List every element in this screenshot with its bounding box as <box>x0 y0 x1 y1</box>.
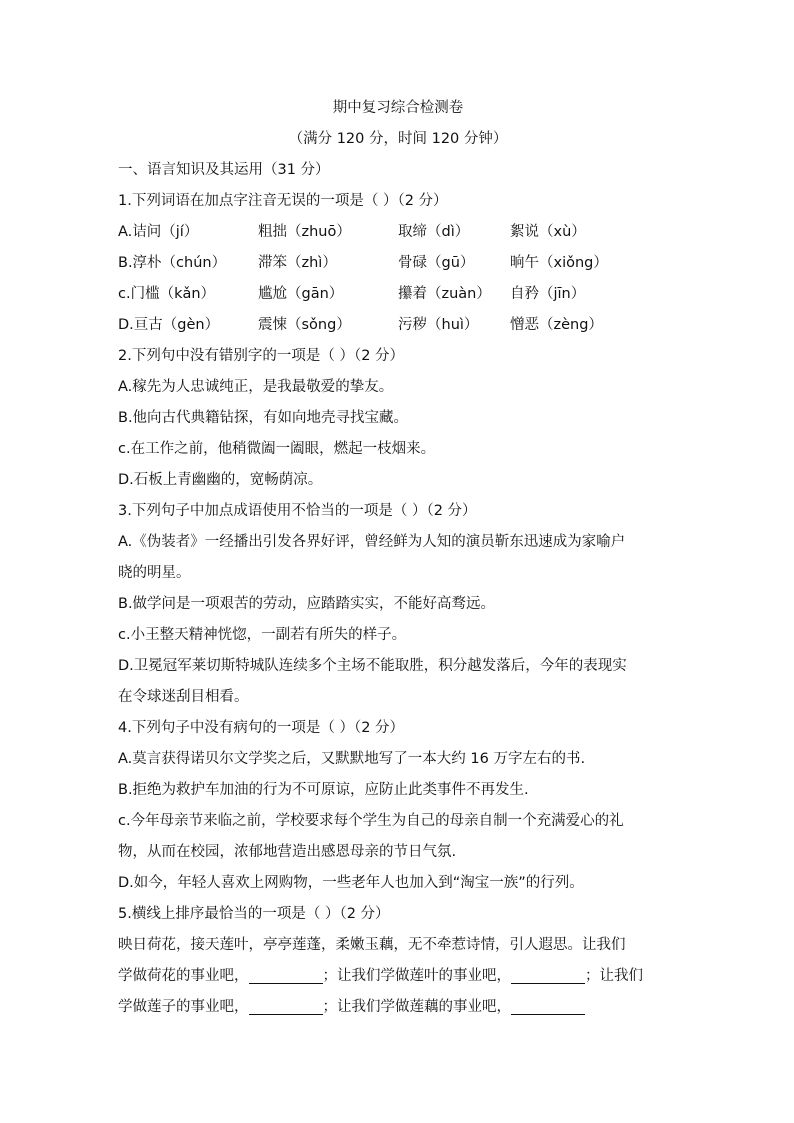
question-3-option-d: D.卫冕冠军莱切斯特城队连续多个主场不能取胜，积分越发落后，今年的表现实 <box>118 658 627 674</box>
question-1-row-c <box>118 279 678 310</box>
passage-text: 学做莲子的事业吧， <box>118 999 249 1015</box>
option-text: 攥着（zuàn） <box>398 286 491 302</box>
question-4-option-c-cont: 物，从而在校园，浓郁地营造出感恩母亲的节日气氛. <box>118 844 457 860</box>
question-2-option-b: B.他向古代典籍钻探，有如向地壳寻找宝藏。 <box>118 410 409 426</box>
exam-title: 期中复习综合检测卷 <box>332 100 464 116</box>
option-text: 憎恶（zèng） <box>510 317 603 333</box>
exam-subtitle: （满分 120 分，时间 120 分钟） <box>288 131 508 147</box>
question-3-option-a: A.《伪装者》一经播出引发各界好评，曾经鲜为人知的演员靳东迅速成为家喻户 <box>118 534 626 550</box>
question-1-row-a <box>118 217 678 248</box>
option-text: A.诘问（jí） <box>118 224 199 240</box>
option-text: 骨碌（gū） <box>398 255 475 271</box>
question-4-stem: 4.下列句子中没有病句的一项是（ ）（2 分） <box>118 720 405 736</box>
question-3-stem: 3.下列句子中加点成语使用不恰当的一项是（ ）（2 分） <box>118 503 477 519</box>
option-text: 污秽（huì） <box>398 317 479 333</box>
passage-text: ；让我们学做莲叶的事业吧， <box>322 968 511 984</box>
passage-text: ；让我们 <box>585 968 643 984</box>
section-heading: 一、语言知识及其运用（31 分） <box>118 162 330 178</box>
option-text: 絮说（xù） <box>510 224 586 240</box>
question-3-option-d-cont: 在令球迷刮目相看。 <box>118 689 249 705</box>
question-4-option-b: B.拒绝为救护车加油的行为不可原谅，应防止此类事件不再发生. <box>118 782 529 798</box>
passage-text: 学做荷花的事业吧， <box>118 968 249 984</box>
option-text: 粗拙（zhuō） <box>258 224 351 240</box>
question-2-option-a: A.稼先为人忠诚纯正，是我最敬爱的挚友。 <box>118 379 394 395</box>
answer-blank[interactable] <box>511 996 585 1015</box>
option-text: D.亘古（gèn） <box>118 317 220 333</box>
option-text: 滞笨（zhì） <box>258 255 337 271</box>
option-text: 取缔（dì） <box>398 224 470 240</box>
option-text: 震悚（sǒng） <box>258 317 351 333</box>
question-5-passage-line-1: 映日荷花，接天莲叶，亭亭莲蓬，柔嫩玉藕，无不牵惹诗情，引人遐思。让我们 <box>118 937 626 953</box>
question-3-option-b: B.做学问是一项艰苦的劳动，应踏踏实实，不能好高骛远。 <box>118 596 496 612</box>
question-1-row-b <box>118 248 678 279</box>
option-text: 尴尬（gān） <box>258 286 344 302</box>
answer-blank[interactable] <box>249 996 323 1015</box>
question-5-passage-line-2 <box>118 961 678 992</box>
question-3-option-c: c.小王整天精神恍惚，一副若有所失的样子。 <box>118 627 407 643</box>
question-3-option-a-cont: 晓的明星。 <box>118 565 191 581</box>
question-4-option-a: A.莫言获得诺贝尔文学奖之后，又默默地写了一本大约 16 万字左右的书. <box>118 751 586 767</box>
question-2-option-d: D.石板上青幽幽的，宽畅荫凉。 <box>118 472 323 488</box>
option-text: 自矜（jīn） <box>510 286 586 302</box>
exam-page <box>118 92 678 1023</box>
passage-text: ；让我们学做莲藕的事业吧， <box>322 999 511 1015</box>
question-5-passage-line-3 <box>118 992 678 1023</box>
question-2-option-c: c.在工作之前，他稍微阖一阖眼，燃起一枝烟来。 <box>118 441 436 457</box>
answer-blank[interactable] <box>511 965 585 984</box>
question-5-stem: 5.横线上排序最恰当的一项是（ ）（2 分） <box>118 906 390 922</box>
question-4-option-c: c.今年母亲节来临之前，学校要求每个学生为自己的母亲自制一个充满爱心的礼 <box>118 813 624 829</box>
question-1-row-d <box>118 310 678 341</box>
option-text: c.门槛（kǎn） <box>118 286 216 302</box>
question-1-stem: 1.下列词语在加点字注音无误的一项是（ ）（2 分） <box>118 193 448 209</box>
option-text: B.淳朴（chún） <box>118 255 227 271</box>
question-2-stem: 2.下列句中没有错别字的一项是（ ）（2 分） <box>118 348 405 364</box>
answer-blank[interactable] <box>249 965 323 984</box>
question-4-option-d: D.如今，年轻人喜欢上网购物，一些老年人也加入到“淘宝一族”的行列。 <box>118 875 584 891</box>
option-text: 晌午（xiǒng） <box>510 255 608 271</box>
